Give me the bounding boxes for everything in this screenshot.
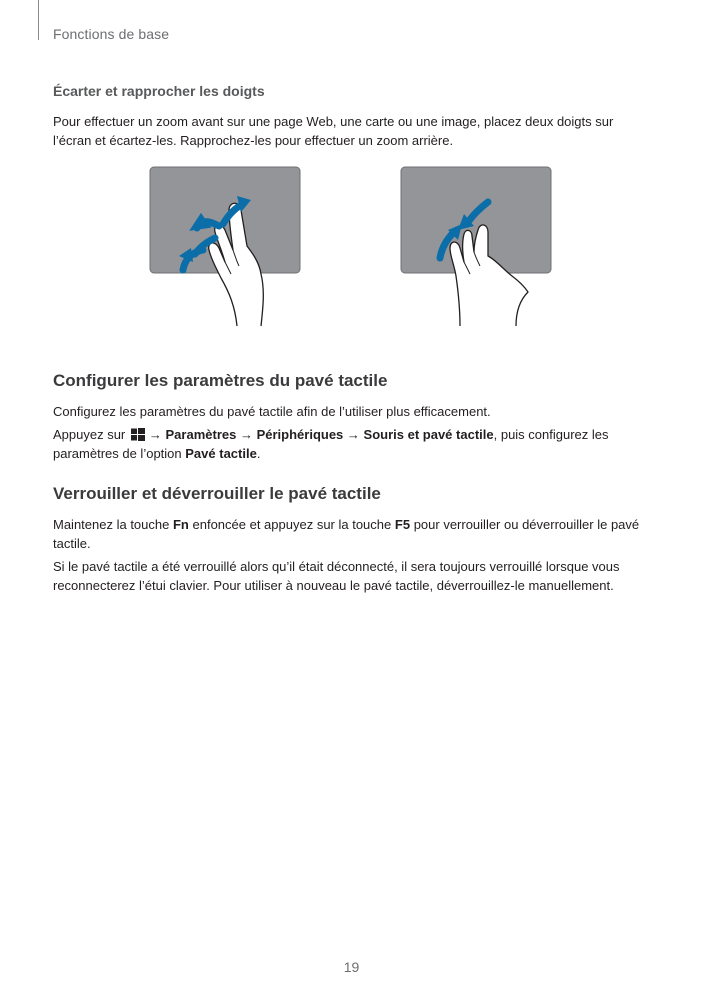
key-f5: F5 (394, 517, 411, 532)
lock-p1-c: pour verrouiller ou déverrouiller le pavé tactile. (53, 517, 640, 551)
instr-end: . (256, 446, 261, 461)
arrow-2: → (239, 427, 253, 442)
lock-p1-a: Maintenez la touche (53, 517, 170, 532)
page-content (53, 82, 643, 595)
pinch-heading: Écarter et rapprocher les doigts (53, 83, 265, 99)
windows-start-icon (131, 428, 145, 441)
arrow-3: → (346, 427, 360, 442)
lock-heading: Verrouiller et déverrouiller le pavé tactile (53, 484, 381, 503)
touchpad-settings-heading: Configurer les paramètres du pavé tactile (53, 371, 388, 390)
page-number: 19 (343, 959, 360, 975)
step-souris-pave: Souris et pavé tactile (363, 427, 494, 442)
step-peripheriques: Périphériques (256, 427, 344, 442)
spread-fingers-illustration (149, 166, 301, 328)
lock-paragraph-2: Si le pavé tactile a été verrouillé alors qu’il était déconnecté, il sera toujours verrouillé lorsque vous reconnecterez l’étui clavier. Pour utiliser à nouveau le pavé tactile, déverrouillez-le manuellement. (53, 559, 620, 593)
arrow-1: → (148, 427, 162, 442)
step-parametres: Paramètres (165, 427, 237, 442)
section-header: Fonctions de base (53, 26, 170, 42)
lock-paragraph-1 (53, 515, 643, 553)
touchpad-settings-intro: Configurez les paramètres du pavé tactile afin de l’utiliser plus efficacement. (53, 404, 491, 419)
instr-middle: , puis configurez les paramètres de l’option (53, 427, 609, 461)
key-fn: Fn (172, 517, 189, 532)
header-divider (38, 0, 39, 40)
lock-p1-b: enfoncée et appuyez sur la touche (192, 517, 392, 532)
pinch-fingers-illustration (400, 166, 552, 328)
instr-prefix: Appuyez sur (53, 427, 126, 442)
option-pave-tactile: Pavé tactile (185, 446, 257, 461)
pinch-description: Pour effectuer un zoom avant sur une page Web, une carte ou une image, placez deux doigts sur l’écran et écartez-les. Rapprochez-les pour effectuer un zoom arrière. (53, 114, 614, 148)
pinch-illustrations (53, 166, 643, 348)
touchpad-settings-instructions (53, 425, 643, 463)
